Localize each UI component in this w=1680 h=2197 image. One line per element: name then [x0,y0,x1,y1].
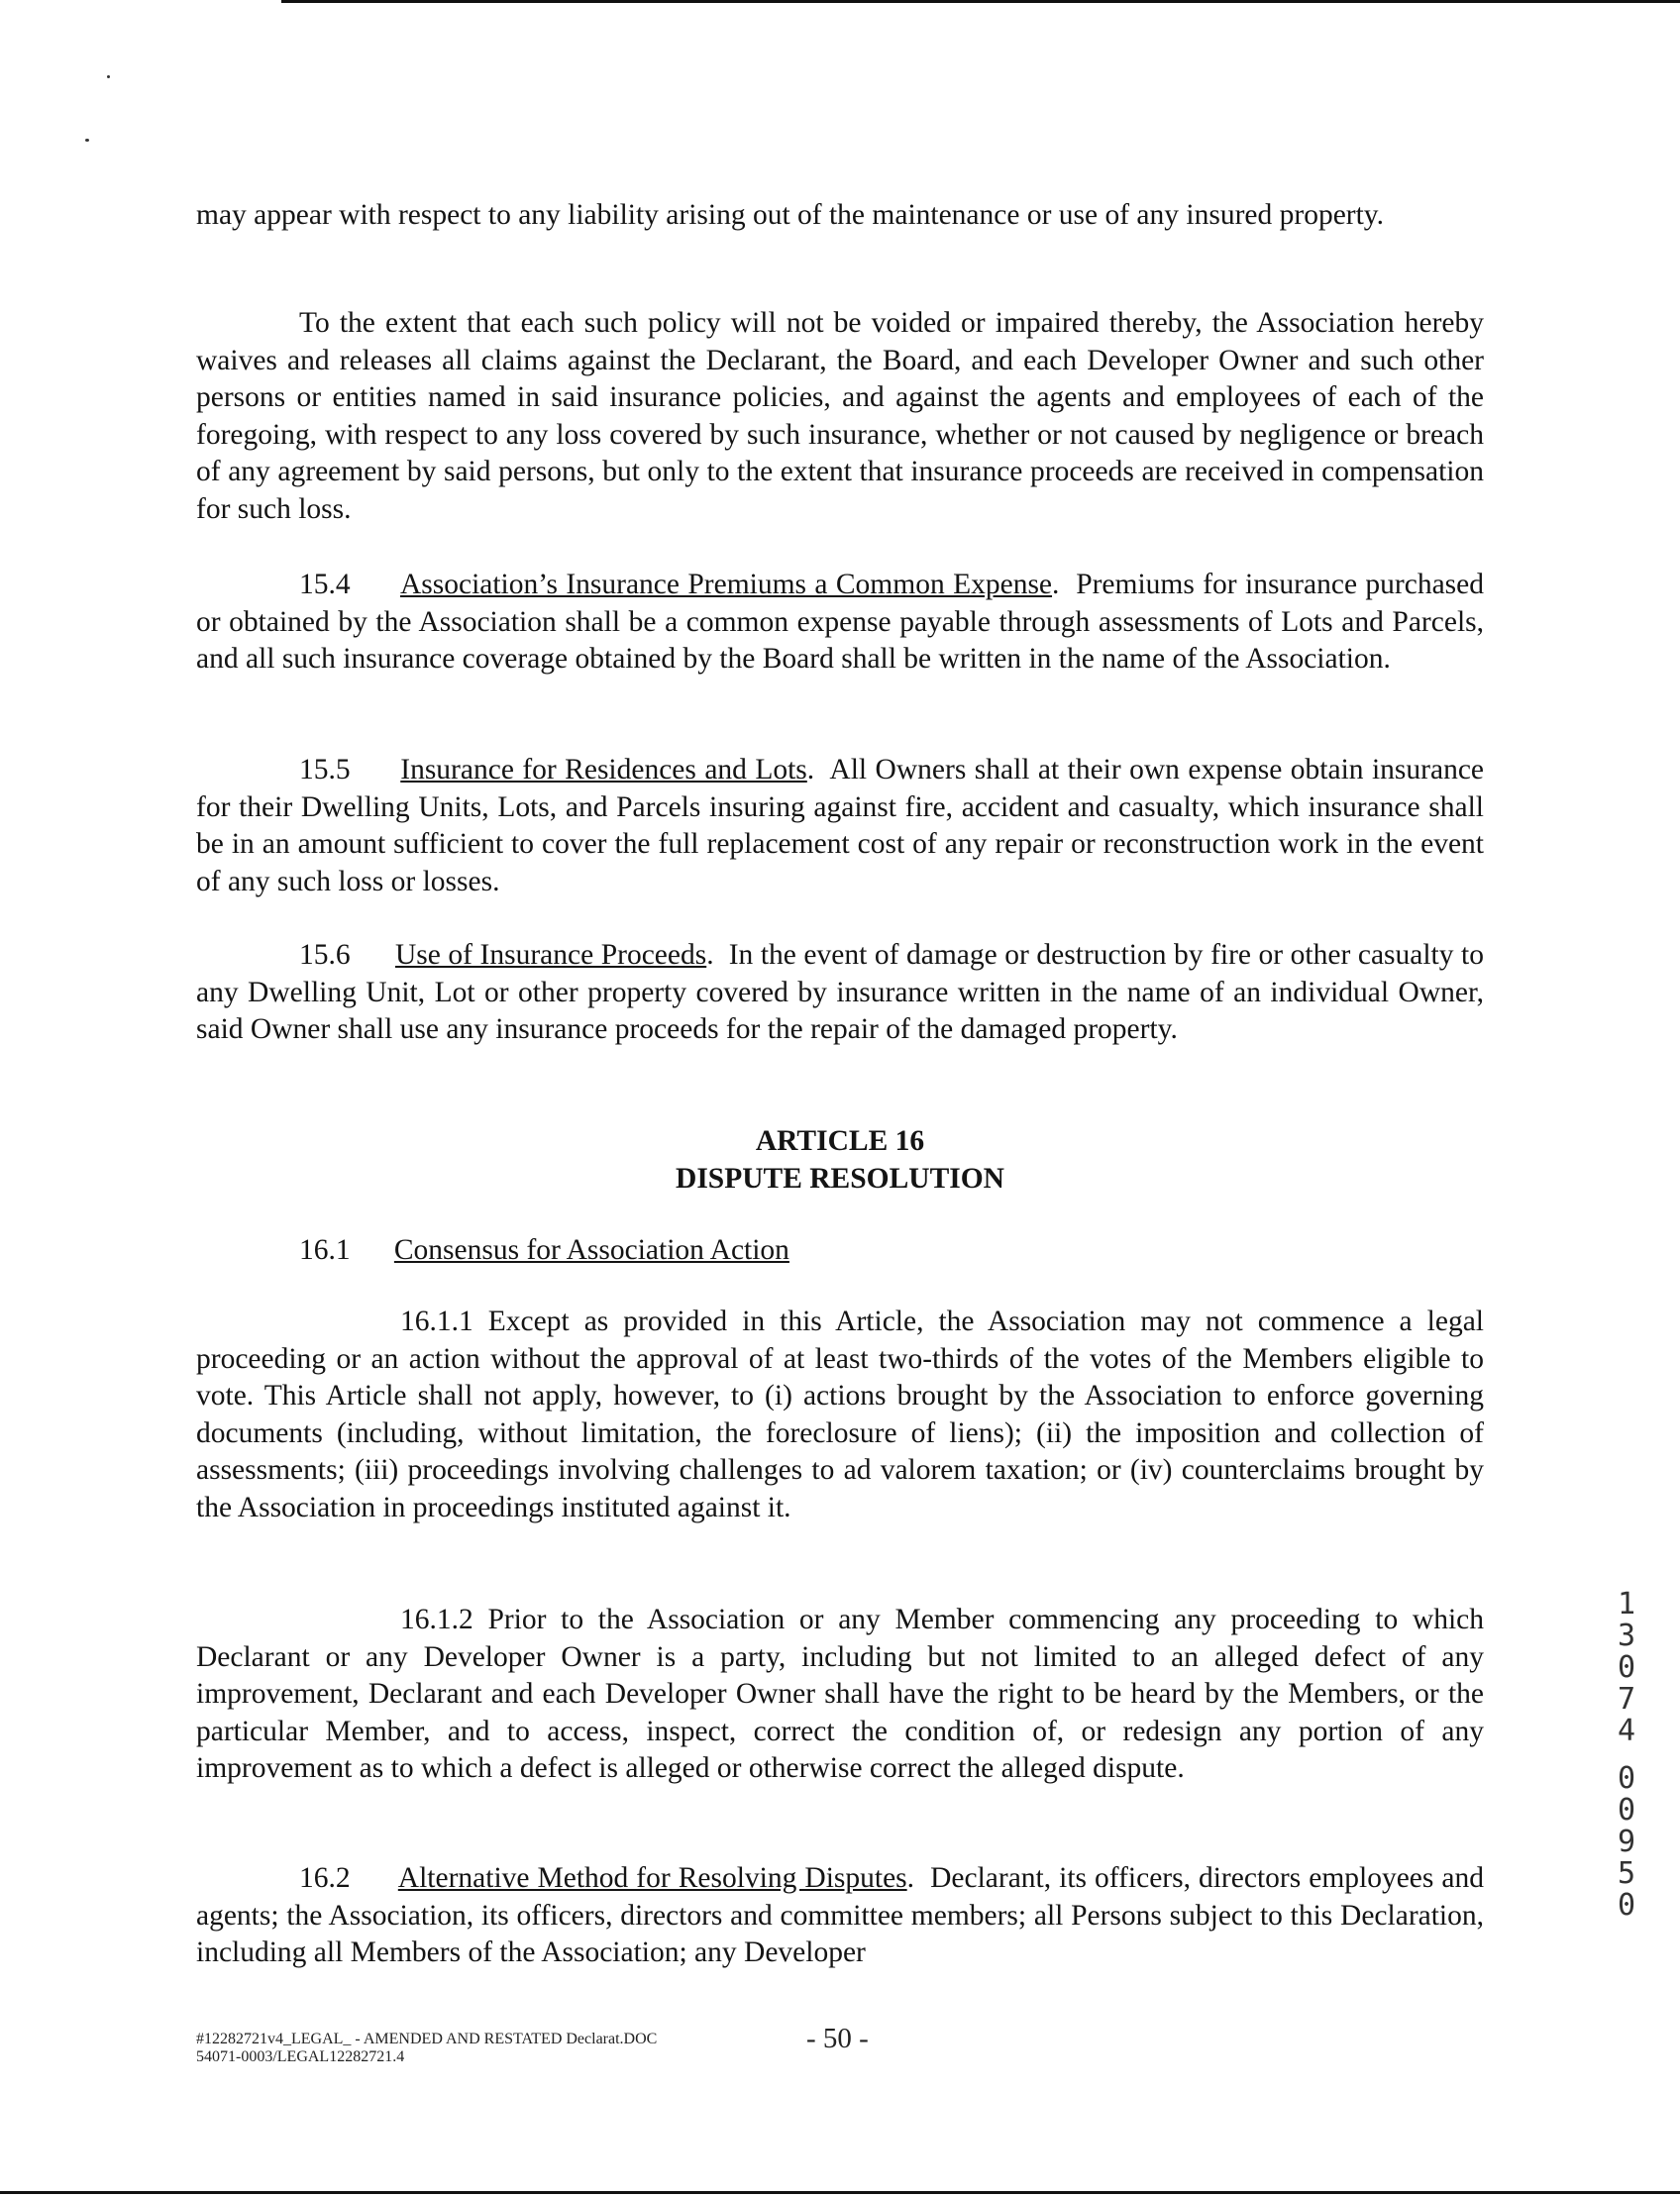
section-15-5: 15.5 Insurance for Residences and Lots. All Owners shall at their own expense obtain insurance for their Dwelling Units, Lots, and Parcels insuring against fire, accident and casualty, which insurance shall be in an amount sufficient to cover the full replacement cost of any repair or reconstruction work in the event of any such loss or losses. [196,754,1485,897]
section-text: All Owners shall at their own expense obtain insurance for their Dwelling Units, Lots, and Parcels insuring against fire, accident and casualty, which insurance shall be in an amount sufficient to cover the full replacement cost of any repair or reconstruction work in the event of any such loss or losses. [196,754,1485,897]
section-number: 16.2 [299,1862,351,1894]
section-text: Prior to the Association or any Member commencing any proceeding to which Declarant or any Developer Owner is a party, including but not limited to an alleged defect of any improvement, Declarant and each Developer Owner shall have the right to be heard by the Members, or the particular Member, and to access, inspect, correct the condition of, or redesign any portion of any improvement as to which a defect is alleged or otherwise correct the alleged dispute. [196,1604,1484,1784]
section-number: 16.1 [299,1234,351,1266]
section-number: 16.1.1 [400,1306,473,1337]
section-text: In the event of damage or destruction by fire or other casualty to any Dwelling Unit, Lot or other property covered by insurance written in the name of an individual Owner, said Owner shall use any insurance proceeds for the repair of the damaged property. [196,939,1485,1045]
section-title: Use of Insurance Proceeds [394,939,707,971]
stamp-digit: 3 [1617,1619,1636,1653]
footer-doc-id-line1: #12282721v4_LEGAL_ - AMENDED AND RESTATED Declarat.DOC [196,2031,658,2047]
section-16-1-1 [196,1304,1484,1526]
stamp-digit: 0 [1617,1761,1636,1796]
section-text: Except as provided in this Article, the Association may not commence a legal proceeding or an action without the approval of at least two-thirds of the votes of the Members eligible to vote. This Article shall not apply, however, to (i) actions brought by the Association to enforce governing documents (including, without limitation, the foreclosure of liens); (ii) the imposition and collection of assessments; (iii) proceedings involving challenges to ad valorem taxation; or (iv) counterclaims brought by the Association in proceedings instituted against it. [196,1306,1485,1523]
article-heading [196,1123,1484,1198]
section-title: Alternative Method for Resolving Disputes [397,1862,907,1894]
section-15-4: 15.4 Association’s Insurance Premiums a Common Expense. Premiums for insurance purchased or obtained by the Association shall be a common expense payable through assessments of Lots and Parcels, and all such insurance coverage obtained by the Board shall be written in the name of the Association. [196,569,1485,675]
stamp-digit: 0 [1617,1888,1636,1923]
section-number: 15.4 [299,569,351,600]
section-16-1-2 [196,1602,1484,1788]
section-number: 16.1.2 [400,1604,473,1635]
recording-stamp [1605,1589,1648,1922]
section-16-2: 16.2 Alternative Method for Resolving Disputes. Declarant, its officers, directors employees and agents; the Association, its officers, directors and committee members; all Persons subject to this Declaration, including all Members of the Association; any Developer [196,1862,1484,1968]
scan-edge-bottom [0,2191,1680,2194]
article-title: DISPUTE RESOLUTION [676,1162,1004,1195]
stamp-digit: 0 [1617,1650,1636,1685]
stamp-digit: 1 [1617,1587,1636,1622]
footer-doc-id-line2: 54071-0003/LEGAL12282721.4 [196,2048,405,2065]
article-label: ARTICLE 16 [755,1125,925,1157]
section-16-1 [196,1232,1484,1270]
stamp-digit: 4 [1617,1714,1636,1748]
stamp-digit: 0 [1617,1793,1636,1828]
paragraph-waiver: To the extent that each such policy will not be voided or impaired thereby, the Association hereby waives and releases all claims against the Declarant, the Board, and each Developer Owner and such other persons or entities named in said insurance policies, and against the agents and employees of each of the foregoing, with respect to any loss covered by such insurance, whether or not caused by negligence or breach of any agreement by said persons, but only to the extent that insurance proceeds are received in compensation for such loss. [196,307,1484,525]
section-title: Association’s Insurance Premiums a Common Expense [399,569,1053,600]
scan-edge-top [281,0,1680,3]
stamp-digit: 7 [1617,1682,1636,1717]
section-number: 15.6 [299,939,351,971]
scan-speck [107,75,110,78]
section-title: Insurance for Residences and Lots [400,754,807,785]
footer-doc-id [196,2031,657,2066]
paragraph-continuation: may appear with respect to any liability arising out of the maintenance or use of any insured property. [196,199,1385,231]
section-title: Consensus for Association Action [393,1234,789,1266]
scan-speck [85,139,89,142]
stamp-digit: 5 [1617,1856,1636,1891]
section-text: Premiums for insurance purchased or obtained by the Association shall be a common expense payable through assessments of Lots and Parcels, and all such insurance coverage obtained by the Board shall be written in the name of the Association. [196,569,1485,675]
page-number: - 50 - [806,2023,869,2054]
section-text: Declarant, its officers, directors employees and agents; the Association, its officers, directors and committee members; all Persons subject to this Declaration, including all Members of the Association; any Developer [196,1862,1484,1968]
section-15-6: 15.6 Use of Insurance Proceeds. In the event of damage or destruction by fire or other casualty to any Dwelling Unit, Lot or other property covered by insurance written in the name of an individual Owner, said Owner shall use any insurance proceeds for the repair of the damaged property. [196,939,1485,1045]
section-number: 15.5 [299,754,351,785]
stamp-digit: 9 [1617,1825,1636,1859]
